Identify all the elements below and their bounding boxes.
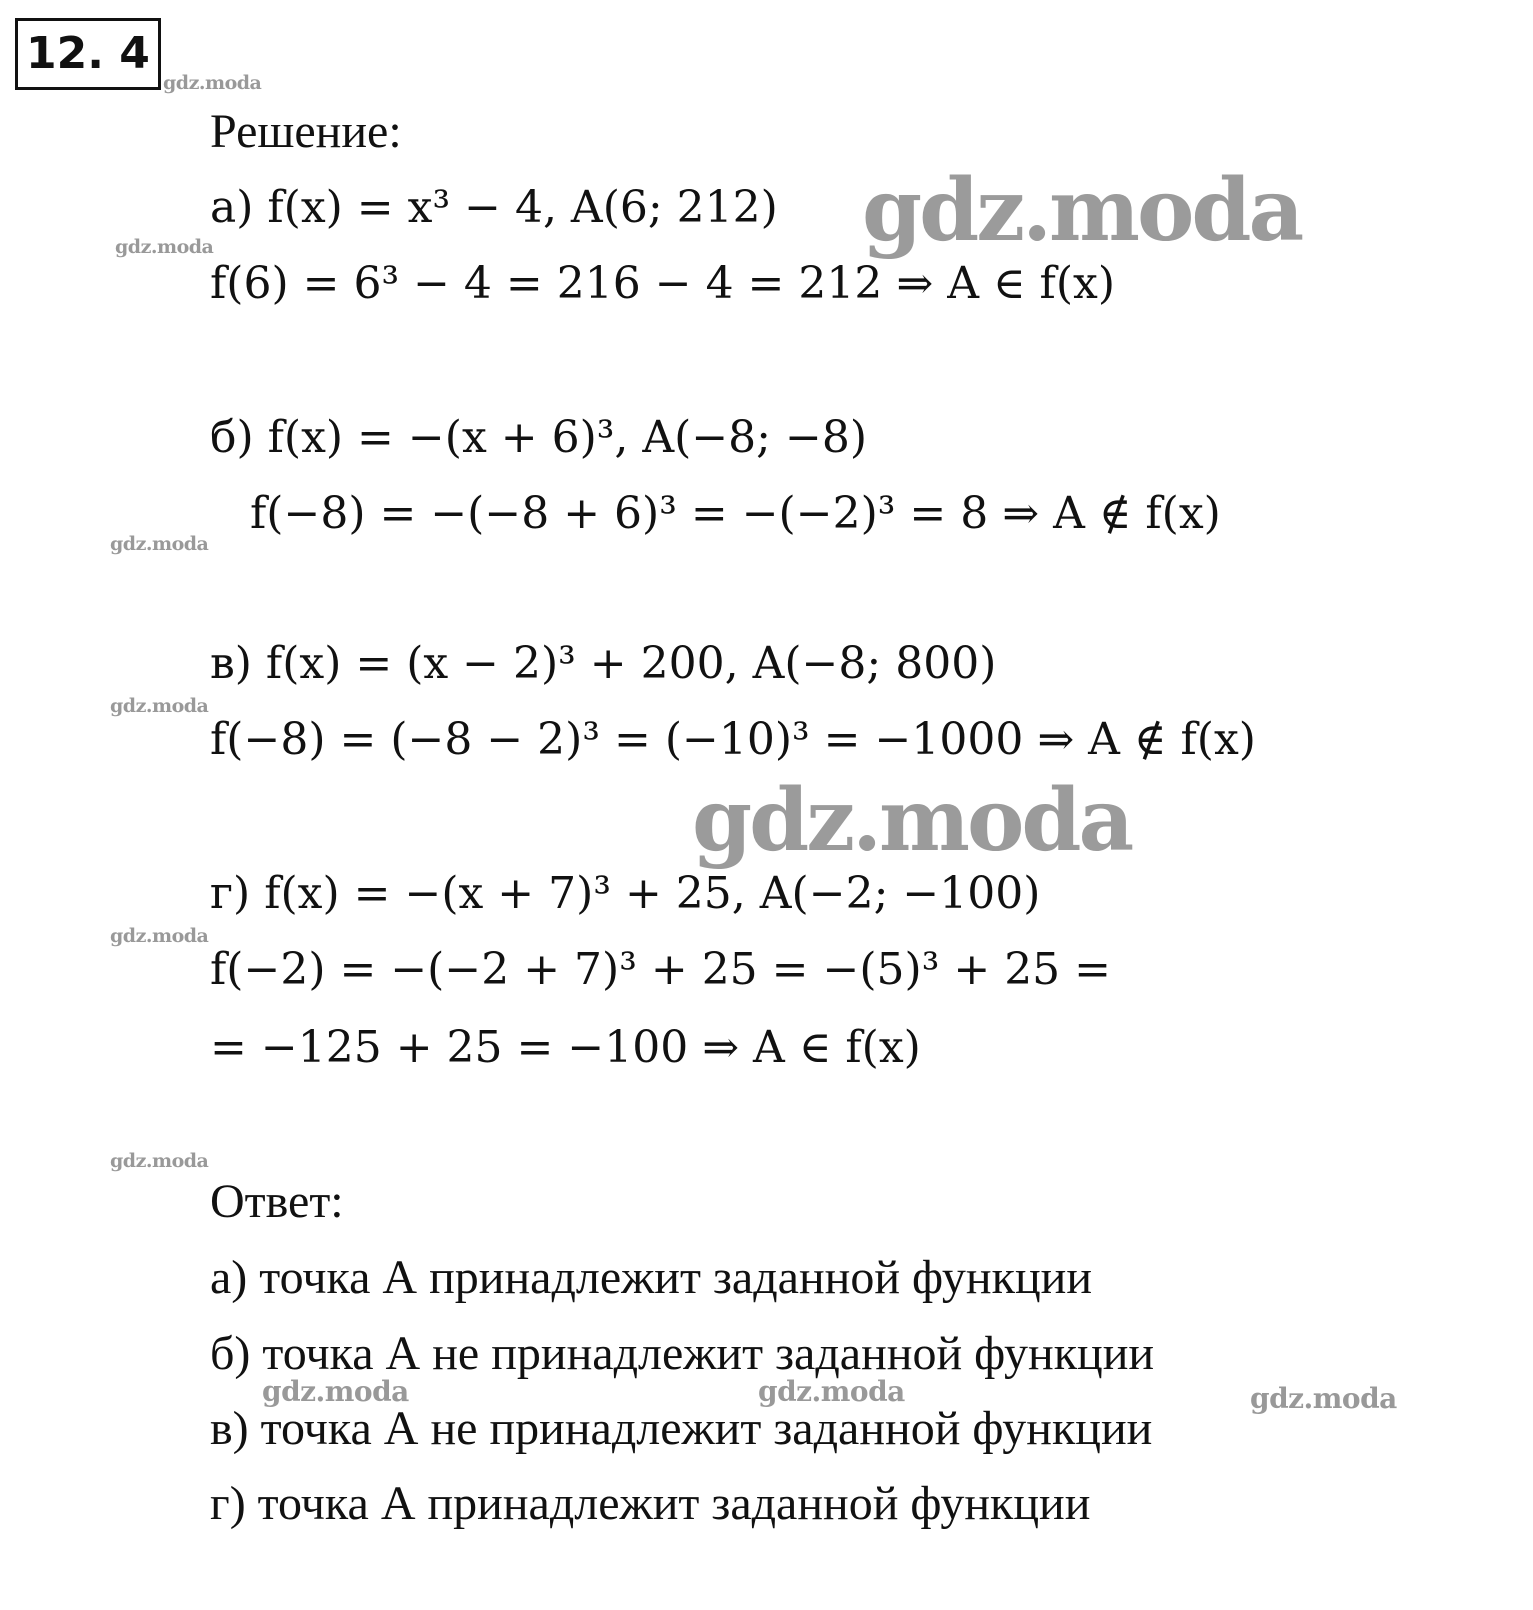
math-line: f(−2) = −(−2 + 7)³ + 25 = −(5)³ + 25 = xyxy=(210,944,1112,995)
math-line: f(6) = 6³ − 4 = 216 − 4 = 212 ⇒ A ∈ f(x) xyxy=(210,258,1115,309)
watermark: gdz.moda xyxy=(758,1375,905,1408)
watermark: gdz.moda xyxy=(110,533,209,555)
watermark-large: gdz.moda xyxy=(692,770,1132,871)
answer-line: г) точка А принадлежит заданной функции xyxy=(210,1477,1091,1530)
watermark: gdz.moda xyxy=(163,72,262,94)
watermark: gdz.moda xyxy=(110,1150,209,1172)
watermark-large: gdz.moda xyxy=(862,160,1302,261)
problem-number: 12. 4 xyxy=(15,18,161,90)
math-line: г) f(x) = −(x + 7)³ + 25, A(−2; −100) xyxy=(210,868,1041,919)
answer-line: а) точка А принадлежит заданной функции xyxy=(210,1251,1092,1304)
math-line: в) f(x) = (x − 2)³ + 200, A(−8; 800) xyxy=(210,638,997,689)
watermark: gdz.moda xyxy=(262,1375,409,1408)
math-line: = −125 + 25 = −100 ⇒ A ∈ f(x) xyxy=(210,1022,921,1073)
answer-line: в) точка А не принадлежит заданной функции xyxy=(210,1402,1153,1455)
math-line: f(−8) = −(−8 + 6)³ = −(−2)³ = 8 ⇒ A ∉ f(x) xyxy=(250,488,1221,539)
solution-heading: Решение: xyxy=(210,105,402,158)
math-line: а) f(x) = x³ − 4, A(6; 212) xyxy=(210,182,778,233)
watermark: gdz.moda xyxy=(115,236,214,258)
math-line: б) f(x) = −(x + 6)³, A(−8; −8) xyxy=(210,412,868,463)
watermark: gdz.moda xyxy=(110,925,209,947)
watermark: gdz.moda xyxy=(110,695,209,717)
math-line: f(−8) = (−8 − 2)³ = (−10)³ = −1000 ⇒ A ∉ f(x) xyxy=(210,714,1256,765)
watermark: gdz.moda xyxy=(1250,1382,1397,1415)
answer-line: б) точка А не принадлежит заданной функции xyxy=(210,1327,1155,1380)
answer-heading: Ответ: xyxy=(210,1175,344,1228)
